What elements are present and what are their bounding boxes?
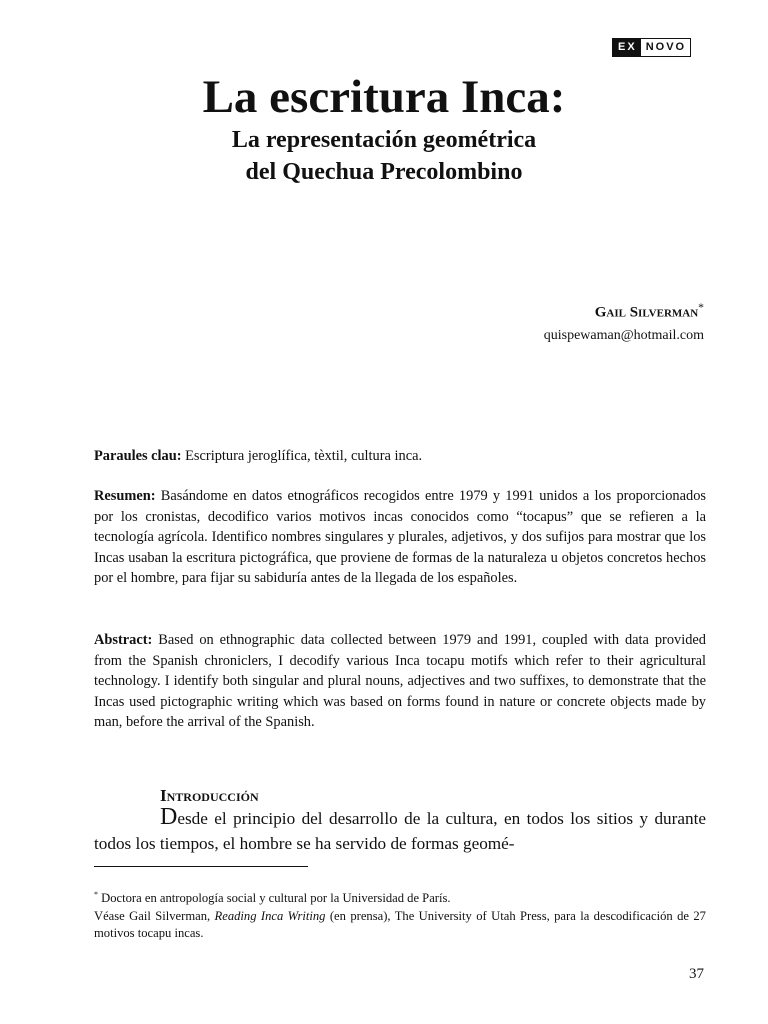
footnote-marker: * [94,890,98,899]
author-line [544,297,704,325]
logo-ex: EX [613,39,641,56]
abstract-text: Based on ethnographic data collected between 1979 and 1991, coupled with data provided from the Spanish chroniclers, I decodify various Inca tocapu motifs which refer to their agricultural technology. I identify both singular and plural nouns, adjectives and two suffixes, to demonstrate that the Incas used pictographic writing which was based on forms found in nature or concrete objects made by man, before the arrival of the Spanish. [94,632,706,730]
abstract-label: Abstract: [94,632,153,648]
keywords-text: Escriptura jeroglífica, tèxtil, cultura inca. [181,448,423,464]
title-block [0,70,768,188]
footnote-rule [94,866,308,867]
keywords-label: Paraules clau: [94,448,182,464]
subtitle-line-2: del Quechua Precolombino [245,159,523,185]
section-heading: Introducción [160,786,259,805]
author-name: Gail Silverman [594,304,699,321]
footnote-2 [94,908,706,943]
footnote-2-pre: Véase Gail Silverman, [94,908,215,923]
resumen-label: Resumen: [94,488,156,504]
page-title: La escritura Inca: [202,71,566,123]
page-number: 37 [689,966,704,982]
dropcap: D [160,804,178,830]
journal-logo [612,38,691,57]
keywords-section [94,446,706,467]
subtitle-line-1: La representación geométrica [231,127,537,153]
author-email: quispewaman@hotmail.com [543,327,704,343]
footnote-1 [94,886,706,908]
footnote-1-text: Doctora en antropología social y cultural por la Universidad de París. [98,891,451,906]
footnotes [94,886,706,943]
resumen-section [94,486,706,589]
author-footnote-marker: * [698,301,704,314]
abstract-section [94,630,706,733]
footnote-2-title: Reading Inca Writing [214,908,326,923]
author-block [544,297,704,347]
footnote-2-post: (en prensa), The University of Utah Press, para la descodificación de 27 motivos tocapu incas. [94,908,706,941]
intro-paragraph [94,805,706,856]
logo-novo: NOVO [641,39,690,56]
resumen-text: Basándome en datos etnográficos recogidos entre 1979 y 1991 unidos a los proporcionados por los cronistas, decodifico varios motivos incas conocidos como “tocapus” que se refieren a la tecnología agrícola. Identifico nombres singulares y plurales, adjetivos, y dos sufijos para mostrar que los Incas usaban la escritura pictográfica, que proviene de formas de la naturaleza u objetos concretos hechos por el hombre, para fijar su sabiduría antes de la llegada de los españoles. [94,488,706,586]
intro-text: esde el principio del desarrollo de la cultura, en todos los sitios y durante todos los tiempos, el hombre se ha servido de formas geomé- [94,809,706,853]
